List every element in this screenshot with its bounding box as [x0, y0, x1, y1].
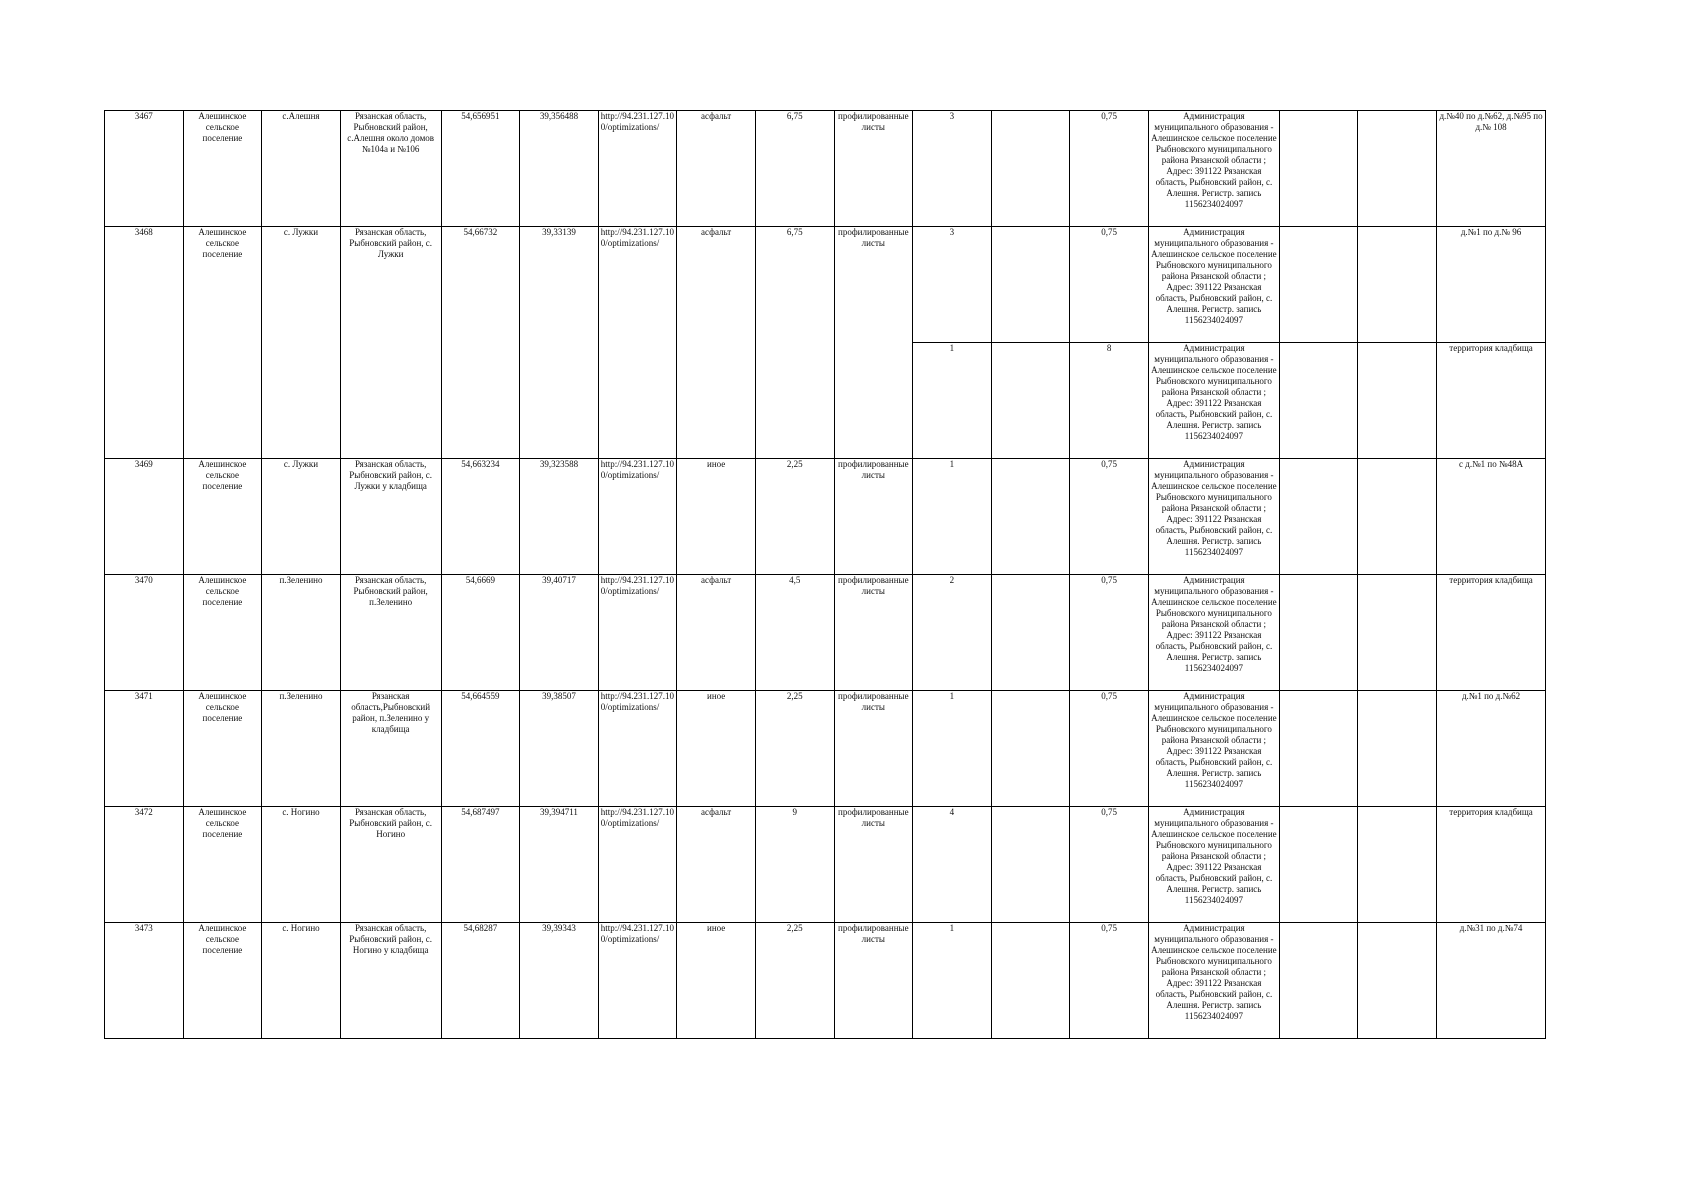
registry-body	[105, 111, 1546, 1039]
site-number: 3472	[105, 807, 184, 923]
locality-name: с. Ногино	[262, 923, 341, 1039]
owner-info: Администрация муниципального образования - Алешинское сельское поселение Рыбновского муниципального района Рязанской области ; Адрес: 391122 Рязанская область, Рыбновский район, с. Алешня. Регистр. запись 1156234024097	[1148, 923, 1279, 1039]
settlement-name: Алешинское сельское поселение	[183, 923, 262, 1039]
fence-material: профилированные листы	[834, 691, 913, 807]
locality-name: с. Лужки	[262, 459, 341, 575]
empty-cell	[1358, 459, 1437, 575]
container-volume: 0,75	[1070, 575, 1149, 691]
empty-cell	[1358, 691, 1437, 807]
locality-name: с.Алешня	[262, 111, 341, 227]
waste-sources: территория кладбища	[1437, 343, 1546, 459]
surface-type: иное	[677, 923, 756, 1039]
empty-cell	[991, 575, 1070, 691]
scheme-link[interactable]: http://94.231.127.100/optimizations/	[598, 807, 677, 923]
empty-cell	[991, 691, 1070, 807]
empty-cell	[1279, 807, 1358, 923]
container-count: 2	[913, 575, 992, 691]
table-row	[105, 459, 1546, 575]
site-number: 3469	[105, 459, 184, 575]
longitude-value: 39,38507	[520, 691, 599, 807]
empty-cell	[991, 227, 1070, 343]
scheme-link[interactable]: http://94.231.127.100/optimizations/	[598, 575, 677, 691]
scheme-link[interactable]: http://94.231.127.100/optimizations/	[598, 111, 677, 227]
site-area: 2,25	[755, 459, 834, 575]
fence-material: профилированные листы	[834, 227, 913, 459]
empty-cell	[1358, 575, 1437, 691]
locality-name: п.Зеленино	[262, 575, 341, 691]
longitude-value: 39,394711	[520, 807, 599, 923]
surface-type: асфальт	[677, 575, 756, 691]
waste-sources: с д.№1 по №48А	[1437, 459, 1546, 575]
latitude-value: 54,656951	[441, 111, 520, 227]
owner-info: Администрация муниципального образования - Алешинское сельское поселение Рыбновского муниципального района Рязанской области ; Адрес: 391122 Рязанская область, Рыбновский район, с. Алешня. Регистр. запись 1156234024097	[1148, 807, 1279, 923]
owner-info: Администрация муниципального образования - Алешинское сельское поселение Рыбновского муниципального района Рязанской области ; Адрес: 391122 Рязанская область, Рыбновский район, с. Алешня. Регистр. запись 1156234024097	[1148, 691, 1279, 807]
scheme-link[interactable]: http://94.231.127.100/optimizations/	[598, 691, 677, 807]
empty-cell	[1358, 343, 1437, 459]
surface-type: асфальт	[677, 807, 756, 923]
scheme-link[interactable]: http://94.231.127.100/optimizations/	[598, 227, 677, 459]
fence-material: профилированные листы	[834, 807, 913, 923]
waste-sources: д.№40 по д.№62, д.№95 по д.№ 108	[1437, 111, 1546, 227]
longitude-value: 39,39343	[520, 923, 599, 1039]
empty-cell	[1279, 227, 1358, 343]
table-row	[105, 923, 1546, 1039]
longitude-value: 39,40717	[520, 575, 599, 691]
owner-info: Администрация муниципального образования - Алешинское сельское поселение Рыбновского муниципального района Рязанской области ; Адрес: 391122 Рязанская область, Рыбновский район, с. Алешня. Регистр. запись 1156234024097	[1148, 111, 1279, 227]
empty-cell	[991, 923, 1070, 1039]
container-count: 3	[913, 227, 992, 343]
container-volume: 0,75	[1070, 691, 1149, 807]
container-count: 1	[913, 459, 992, 575]
container-volume: 0,75	[1070, 111, 1149, 227]
empty-cell	[1279, 111, 1358, 227]
empty-cell	[991, 343, 1070, 459]
site-address: Рязанская область,Рыбновский район, п.Зеленино у кладбища	[340, 691, 441, 807]
site-number: 3473	[105, 923, 184, 1039]
site-number: 3471	[105, 691, 184, 807]
empty-cell	[991, 111, 1070, 227]
longitude-value: 39,356488	[520, 111, 599, 227]
table-row	[105, 227, 1546, 343]
site-number: 3470	[105, 575, 184, 691]
site-number: 3468	[105, 227, 184, 459]
fence-material: профилированные листы	[834, 459, 913, 575]
fence-material: профилированные листы	[834, 923, 913, 1039]
empty-cell	[991, 459, 1070, 575]
container-volume: 8	[1070, 343, 1149, 459]
container-volume: 0,75	[1070, 807, 1149, 923]
container-count: 3	[913, 111, 992, 227]
latitude-value: 54,68287	[441, 923, 520, 1039]
site-area: 6,75	[755, 111, 834, 227]
site-area: 6,75	[755, 227, 834, 459]
waste-sources: территория кладбища	[1437, 807, 1546, 923]
settlement-name: Алешинское сельское поселение	[183, 459, 262, 575]
empty-cell	[1279, 459, 1358, 575]
settlement-name: Алешинское сельское поселение	[183, 807, 262, 923]
container-count: 1	[913, 343, 992, 459]
latitude-value: 54,6669	[441, 575, 520, 691]
site-address: Рязанская область, Рыбновский район, с. Ногино	[340, 807, 441, 923]
container-count: 1	[913, 923, 992, 1039]
empty-cell	[1279, 343, 1358, 459]
empty-cell	[1358, 227, 1437, 343]
container-count: 1	[913, 691, 992, 807]
table-row	[105, 111, 1546, 227]
site-area: 9	[755, 807, 834, 923]
empty-cell	[991, 807, 1070, 923]
site-number: 3467	[105, 111, 184, 227]
table-row	[105, 807, 1546, 923]
empty-cell	[1358, 807, 1437, 923]
longitude-value: 39,33139	[520, 227, 599, 459]
empty-cell	[1279, 923, 1358, 1039]
locality-name: с. Лужки	[262, 227, 341, 459]
locality-name: с. Ногино	[262, 807, 341, 923]
site-area: 2,25	[755, 923, 834, 1039]
owner-info: Администрация муниципального образования - Алешинское сельское поселение Рыбновского муниципального района Рязанской области ; Адрес: 391122 Рязанская область, Рыбновский район, с. Алешня. Регистр. запись 1156234024097	[1148, 459, 1279, 575]
longitude-value: 39,323588	[520, 459, 599, 575]
scheme-link[interactable]: http://94.231.127.100/optimizations/	[598, 923, 677, 1039]
owner-info: Администрация муниципального образования - Алешинское сельское поселение Рыбновского муниципального района Рязанской области ; Адрес: 391122 Рязанская область, Рыбновский район, с. Алешня. Регистр. запись 1156234024097	[1148, 343, 1279, 459]
site-address: Рязанская область, Рыбновский район, п.Зеленино	[340, 575, 441, 691]
latitude-value: 54,664559	[441, 691, 520, 807]
container-volume: 0,75	[1070, 923, 1149, 1039]
empty-cell	[1279, 691, 1358, 807]
fence-material: профилированные листы	[834, 111, 913, 227]
container-volume: 0,75	[1070, 459, 1149, 575]
surface-type: иное	[677, 459, 756, 575]
owner-info: Администрация муниципального образования - Алешинское сельское поселение Рыбновского муниципального района Рязанской области ; Адрес: 391122 Рязанская область, Рыбновский район, с. Алешня. Регистр. запись 1156234024097	[1148, 227, 1279, 343]
site-address: Рязанская область, Рыбновский район, с. Ногино у кладбища	[340, 923, 441, 1039]
settlement-name: Алешинское сельское поселение	[183, 111, 262, 227]
site-address: Рязанская область, Рыбновский район, с. Лужки у кладбища	[340, 459, 441, 575]
site-address: Рязанская область, Рыбновский район, с.Алешня около домов №104а и №106	[340, 111, 441, 227]
fence-material: профилированные листы	[834, 575, 913, 691]
site-area: 4,5	[755, 575, 834, 691]
locality-name: п.Зеленино	[262, 691, 341, 807]
waste-sources: территория кладбища	[1437, 575, 1546, 691]
waste-sources: д.№1 по д.№62	[1437, 691, 1546, 807]
surface-type: иное	[677, 691, 756, 807]
container-count: 4	[913, 807, 992, 923]
surface-type: асфальт	[677, 227, 756, 459]
empty-cell	[1279, 575, 1358, 691]
owner-info: Администрация муниципального образования - Алешинское сельское поселение Рыбновского муниципального района Рязанской области ; Адрес: 391122 Рязанская область, Рыбновский район, с. Алешня. Регистр. запись 1156234024097	[1148, 575, 1279, 691]
scheme-link[interactable]: http://94.231.127.100/optimizations/	[598, 459, 677, 575]
settlement-name: Алешинское сельское поселение	[183, 227, 262, 459]
latitude-value: 54,66732	[441, 227, 520, 459]
settlement-name: Алешинское сельское поселение	[183, 575, 262, 691]
table-row	[105, 575, 1546, 691]
site-address: Рязанская область, Рыбновский район, с. Лужки	[340, 227, 441, 459]
table-row	[105, 691, 1546, 807]
latitude-value: 54,687497	[441, 807, 520, 923]
waste-sources: д.№1 по д.№ 96	[1437, 227, 1546, 343]
surface-type: асфальт	[677, 111, 756, 227]
container-volume: 0,75	[1070, 227, 1149, 343]
registry-table	[104, 110, 1546, 1039]
latitude-value: 54,663234	[441, 459, 520, 575]
site-area: 2,25	[755, 691, 834, 807]
empty-cell	[1358, 111, 1437, 227]
settlement-name: Алешинское сельское поселение	[183, 691, 262, 807]
waste-sources: д.№31 по д.№74	[1437, 923, 1546, 1039]
empty-cell	[1358, 923, 1437, 1039]
